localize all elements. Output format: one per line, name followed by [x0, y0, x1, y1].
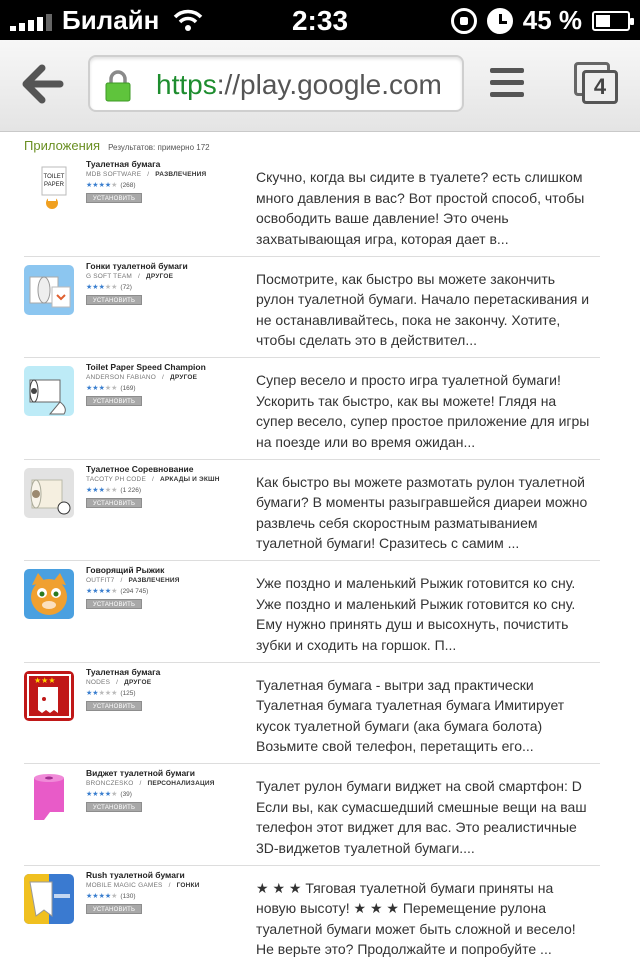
app-category[interactable]: ДРУГОЕ [146, 272, 174, 280]
app-meta: MOBILE MAGIC GAMES / ГОНКИ [86, 881, 200, 889]
review-count: (125) [120, 689, 136, 697]
review-count: (39) [120, 791, 132, 798]
url-text [156, 69, 442, 101]
app-rating [86, 181, 136, 189]
app-meta: BRONCZESKO / ПЕРСОНАЛИЗАЦИЯ [86, 780, 215, 787]
install-button[interactable]: УСТАНОВИТЬ [86, 701, 142, 711]
svg-text:TOILET: TOILET [43, 174, 65, 180]
app-category[interactable]: РАЗВЛЕЧЕНИЯ [128, 577, 180, 584]
alarm-icon [487, 8, 513, 34]
app-title[interactable]: Говорящий Рыжик [86, 565, 165, 575]
install-button[interactable]: УСТАНОВИТЬ [86, 904, 142, 914]
app-title[interactable]: Виджет туалетной бумаги [86, 768, 195, 778]
browser-toolbar [0, 40, 640, 132]
toilet-paper-roll-beige-icon[interactable] [24, 468, 74, 518]
list-item[interactable] [24, 764, 600, 866]
lock-icon [104, 70, 132, 102]
list-item[interactable] [24, 663, 600, 765]
app-list [24, 155, 600, 960]
app-category[interactable]: ГОНКИ [176, 881, 200, 889]
tab-count: 4 [582, 70, 618, 104]
install-button[interactable]: УСТАНОВИТЬ [86, 193, 142, 203]
app-developer[interactable]: G SOFT TEAM [86, 272, 133, 280]
app-title[interactable]: Туалетная бумага [86, 159, 161, 169]
app-rating [86, 384, 136, 392]
tabs-icon[interactable] [574, 62, 618, 104]
app-description: Посмотрите, как быстро вы можете закончить рулон туалетной бумаги. Начало перетаскивания и не останавливайтесь, пока не закончу. Хотите, чтобы сделать это в действител... [256, 270, 590, 348]
app-description: Как быстро вы можете размотать рулон туалетной бумаги? В моменты разыгравшейся диареи можно развлечь себя скоростным разматыванием туалетной бумаги! Сразитесь с самим ... [256, 473, 588, 551]
app-rating [86, 587, 148, 595]
category-title[interactable]: Приложения [24, 138, 101, 153]
app-description: Туалет рулон бумаги виджет на свой смартфон: D Если вы, как сумасшедший смешные вещи на ваш телефон этот виджет для вас. Это реалистичные 3D-виджетов туалетной бумаги.... [256, 778, 587, 856]
toilet-paper-roll-blue-icon[interactable] [24, 265, 74, 315]
talking-cat-icon[interactable] [24, 569, 74, 619]
app-category[interactable]: ДРУГОЕ [124, 678, 152, 686]
app-meta: TACOTY PH CODE / АРКАДЫ И ЭКШН [86, 475, 220, 483]
review-count: (1 226) [120, 486, 142, 494]
app-description: Супер весело и просто игра туалетной бумаги! Ускорить так быстро, как вы можете! Глядя на супер весело, супер простое приложение для игры на поезде или во время ожидан... [256, 372, 590, 450]
carrier-name: Билайн [62, 4, 160, 35]
rating-stars: ★★★★★ [86, 791, 118, 798]
results-count: Результатов: примерно 172 [108, 143, 210, 152]
list-item[interactable] [24, 561, 600, 663]
app-title[interactable]: Rush туалетной бумаги [86, 869, 185, 880]
toilet-paper-sign-icon[interactable] [24, 163, 74, 213]
menu-icon[interactable] [490, 68, 524, 98]
install-button[interactable]: УСТАНОВИТЬ [86, 295, 142, 305]
app-category[interactable]: РАЗВЛЕЧЕНИЯ [155, 171, 207, 178]
svg-text:PAPER: PAPER [44, 182, 64, 188]
app-title[interactable]: Toilet Paper Speed Champion [86, 362, 206, 372]
rating-stars: ★★★★★ [86, 385, 118, 392]
url-rest: ://play.google.com [216, 69, 442, 100]
app-description: Скучно, когда вы сидите в туалете? есть слишком много давления в вас? Вот простой способ, чтобы освободить ваше давление! Это очень захватывающая игра, которая дает в... [256, 169, 585, 247]
app-category[interactable]: АРКАДЫ И ЭКШН [160, 475, 220, 483]
review-count: (130) [120, 892, 136, 900]
app-title[interactable]: Гонки туалетной бумаги [86, 260, 188, 271]
app-developer[interactable]: ANDERSON FABIANO [86, 374, 157, 381]
rating-stars: ★★★★★ [86, 486, 118, 494]
app-meta: OUTFIT7 / РАЗВЛЕЧЕНИЯ [86, 577, 180, 584]
status-time: 2:33 [291, 5, 349, 36]
toilet-paper-rush-icon[interactable] [24, 874, 74, 924]
install-button[interactable]: УСТАНОВИТЬ [86, 802, 142, 812]
app-developer[interactable]: MDB SOFTWARE [86, 171, 142, 178]
rating-stars: ★★★★★ [86, 892, 118, 900]
url-scheme: https [156, 69, 217, 100]
list-item[interactable] [24, 155, 600, 257]
app-description: Уже поздно и маленький Рыжик готовится ко сну. Уже поздно и маленький Рыжик готовится ко сну. Ему нужно принять душ и высохнуть, почистить зубки и сходить на горшок. П... [256, 575, 576, 653]
app-meta: MDB SOFTWARE / РАЗВЛЕЧЕНИЯ [86, 171, 207, 178]
rating-stars: ★★★★★ [86, 182, 118, 189]
app-category[interactable]: ДРУГОЕ [170, 374, 198, 381]
list-item[interactable] [24, 460, 600, 562]
rating-stars: ★★★★★ [86, 588, 118, 595]
list-item[interactable] [24, 358, 600, 460]
app-meta: ANDERSON FABIANO / ДРУГОЕ [86, 374, 198, 381]
app-developer[interactable]: TACOTY PH CODE [86, 475, 146, 483]
review-count: (294 745) [120, 588, 149, 595]
app-title[interactable]: Туалетная бумага [86, 666, 161, 677]
install-button[interactable]: УСТАНОВИТЬ [86, 599, 142, 609]
app-meta: NODES / ДРУГОЕ [86, 678, 152, 686]
app-description: Туалетная бумага - вытри зад практически Туалетная бумага туалетная бумага Имитирует кусок туалетной бумаги (ака бумага болота) Возьмите свой телефон, перетащить его... [256, 676, 565, 754]
app-developer[interactable]: NODES [86, 678, 111, 686]
back-arrow-icon[interactable] [22, 64, 64, 104]
app-category[interactable]: ПЕРСОНАЛИЗАЦИЯ [147, 780, 215, 787]
svg-text:★★★: ★★★ [34, 675, 56, 685]
battery-percent: 45 % [522, 5, 582, 35]
app-rating [86, 689, 136, 697]
review-count: (169) [120, 385, 136, 392]
review-count: (268) [120, 182, 136, 189]
install-button[interactable]: УСТАНОВИТЬ [86, 396, 142, 406]
toilet-paper-pink-icon[interactable] [24, 772, 74, 822]
address-bar[interactable] [88, 55, 464, 112]
list-item[interactable] [24, 257, 600, 359]
app-developer[interactable]: BRONCZESKO [86, 780, 134, 787]
app-rating [86, 486, 141, 494]
review-count: (72) [120, 283, 132, 291]
app-meta: G SOFT TEAM / ДРУГОЕ [86, 272, 174, 280]
toilet-paper-roll-cyan-icon[interactable] [24, 366, 74, 416]
rating-stars: ★★★★★ [86, 689, 118, 697]
rotation-lock-icon [451, 8, 477, 34]
app-title[interactable]: Туалетное Соревнование [86, 463, 194, 474]
app-rating [86, 283, 132, 291]
app-description: ★ ★ ★ Тяговая туалетной бумаги приняты на новую высоту! ★ ★ ★ Перемещение рулона туалетной бумаги может быть сложной и весело! Не верьте это? Продолжайте и попробуйте ... [256, 879, 576, 957]
app-developer[interactable]: MOBILE MAGIC GAMES [86, 881, 163, 889]
app-developer[interactable]: OUTFIT7 [86, 577, 115, 584]
results-header [24, 138, 210, 153]
list-item[interactable] [24, 866, 600, 960]
battery-icon [592, 11, 630, 31]
status-bar [0, 0, 640, 40]
toilet-paper-red-icon[interactable] [24, 671, 74, 721]
rating-stars: ★★★★★ [86, 283, 118, 291]
app-rating [86, 790, 132, 798]
install-button[interactable]: УСТАНОВИТЬ [86, 498, 142, 508]
app-rating [86, 892, 136, 900]
